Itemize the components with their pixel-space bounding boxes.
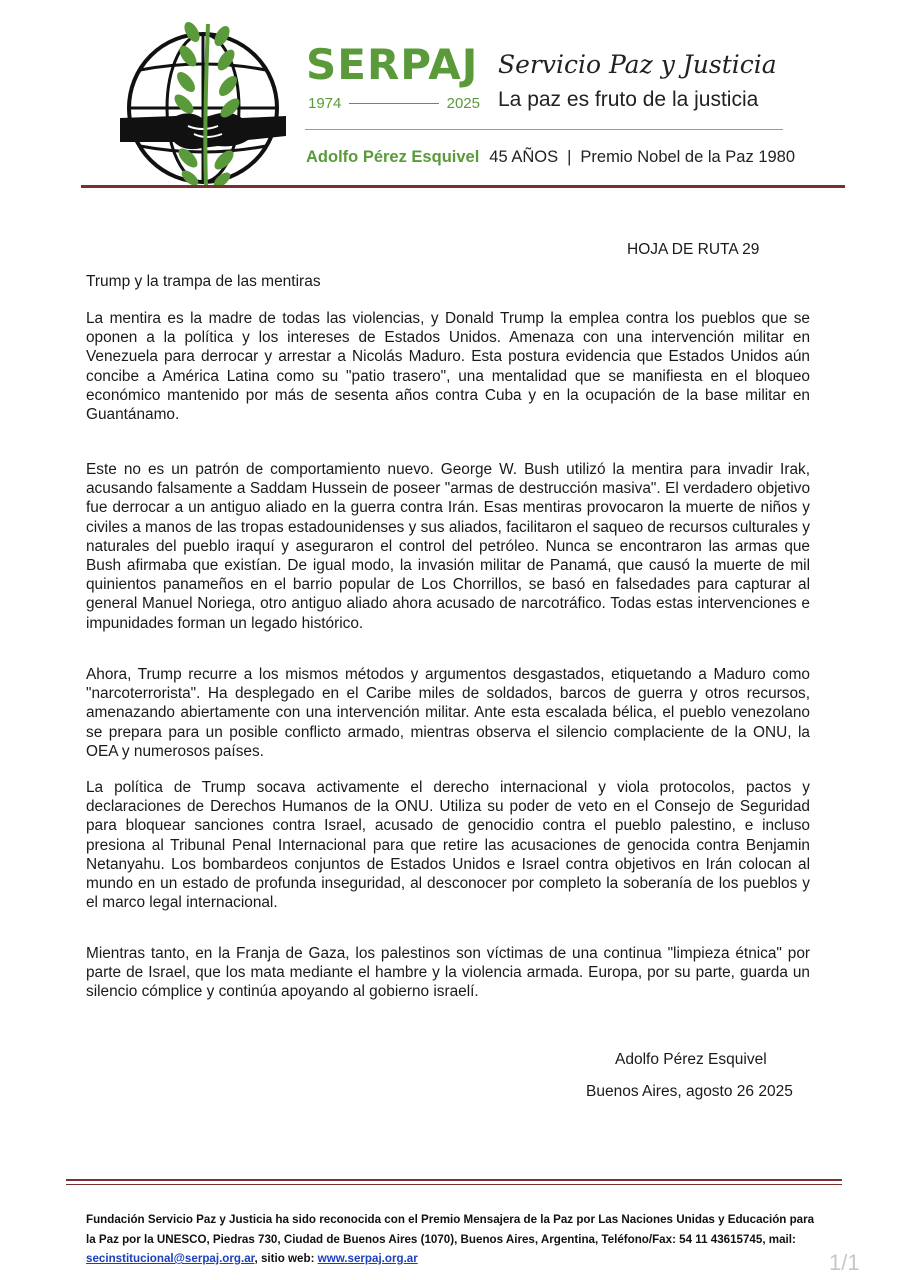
- year-start: 1974: [308, 94, 342, 112]
- header-credentials: [306, 148, 795, 167]
- brand-years: [308, 94, 480, 112]
- paragraph: La mentira es la madre de todas las violencias, y Donald Trump la emplea contra los pueblos que se oponen a la política y los intereses de Estados Unidos. Amenaza con una intervención militar en Venezuela para derrocar y arrestar a Nicolás Maduro. Esta postura evidencia que Estados Unidos aún concibe a América Latina como su "patio trasero", una mentalidad que se manifiesta en el bloqueo económico mantenido por más de sesenta años contra Cuba y en la ocupación de la base militar en Guantánamo.: [86, 310, 810, 424]
- page-counter: 1/1: [829, 1250, 860, 1275]
- footer-divider-thin: [66, 1184, 842, 1185]
- footer: [0, 1170, 907, 1280]
- paragraph: Este no es un patrón de comportamiento nuevo. George W. Bush utilizó la mentira para invadir Irak, acusando falsamente a Saddam Hussein de poseer "armas de destrucción masiva". El verdadero objetivo fue derrocar a un antiguo aliado en la guerra contra Irán. Esas mentiras provocaron la muerte de niños y civiles a manos de las tropas estadounidenses y sus aliados, facilitaron el saqueo de recursos culturales y naturales del pueblo iraquí y aseguraron el control del petróleo. Nunca se encontraron las armas que Bush afirmaba que existían. De igual modo, la invasión militar de Panamá, que causó la muerte de mil quinientos panameños en el barrio popular de Los Chorrillos, se basó en falsedades para capturar al general Manuel Noriega, otro antiguo aliado ahora acusado de narcotráfico. Todas estas intervenciones e impunidades forman un legado histórico.: [86, 461, 810, 632]
- paragraph: Mientras tanto, en la Franja de Gaza, los palestinos son víctimas de una continua "limpieza étnica" por parte de Israel, que los mata mediante el hambre y la violencia armada. Europa, por su parte, guarda un silencio cómplice y continúa apoyando al gobierno israelí.: [86, 945, 810, 1001]
- footer-text-web-label: , sitio web:: [254, 1252, 318, 1265]
- footer-text: [86, 1210, 816, 1269]
- brand-name: SERPAJ: [306, 40, 479, 89]
- footer-text-main: Fundación Servicio Paz y Justicia ha sido reconocida con el Premio Mensajera de la Paz por Las Naciones Unidas y Educación para la Paz por la UNESCO, Piedras 730, Ciudad de Buenos Aires (1070), Buenos Aires, Argentina, Teléfono/Fax: 54 11 43615745, mail:: [86, 1213, 815, 1246]
- nobel-prize-label: Premio Nobel de la Paz 1980: [580, 148, 796, 166]
- brand-tagline: La paz es fruto de la justicia: [498, 88, 759, 111]
- signature-name: Adolfo Pérez Esquivel: [615, 1051, 767, 1068]
- letterhead: [0, 0, 907, 195]
- document-title: Trump y la trampa de las mentiras: [86, 273, 321, 290]
- brand-script-name: Servicio Paz y Justicia: [498, 50, 777, 79]
- years-label: 45 AÑOS: [489, 148, 559, 166]
- footer-divider-thick: [66, 1179, 842, 1181]
- header-divider-thick: [81, 185, 845, 188]
- paragraph: Ahora, Trump recurre a los mismos métodos y argumentos desgastados, etiquetando a Maduro como "narcoterrorista". Ha desplegado en el Caribe miles de soldados, barcos de guerra y otros recursos, amenazando abiertamente con una intervención militar. Ante esta escalada bélica, el pueblo venezolano se prepara para un posible conflicto armado, mientras observa el silencio complaciente de la ONU, la OEA y numerosos países.: [86, 666, 810, 760]
- years-divider: [349, 103, 438, 104]
- website-link[interactable]: www.serpaj.org.ar: [317, 1252, 418, 1265]
- paragraph: La política de Trump socava activamente el derecho internacional y viola protocolos, pactos y declaraciones de Derechos Humanos de la ONU. Utiliza su poder de veto en el Consejo de Seguridad para bloquear sanciones contra Israel, acusado de genocidio contra el pueblo palestino, e incluso presiona al Tribunal Penal Internacional para que retire las acusaciones de genocida contra Benjamin Netanyahu. Los bombardeos conjuntos de Estados Unidos e Israel contra objetivos en Irán colocan al mundo en un estado de profunda inseguridad, al desconocer por completo la soberanía de los pueblos y el marco legal internacional.: [86, 779, 810, 912]
- document-reference: HOJA DE RUTA 29: [627, 241, 760, 258]
- founder-name: Adolfo Pérez Esquivel: [306, 148, 480, 166]
- serpaj-logo-icon: [118, 18, 288, 188]
- signature-place-date: Buenos Aires, agosto 26 2025: [586, 1083, 793, 1100]
- credentials-separator: |: [567, 148, 572, 166]
- email-link[interactable]: secinstitucional@serpaj.org.ar: [86, 1252, 255, 1265]
- year-end: 2025: [446, 94, 480, 112]
- header-divider-thin: [305, 129, 783, 130]
